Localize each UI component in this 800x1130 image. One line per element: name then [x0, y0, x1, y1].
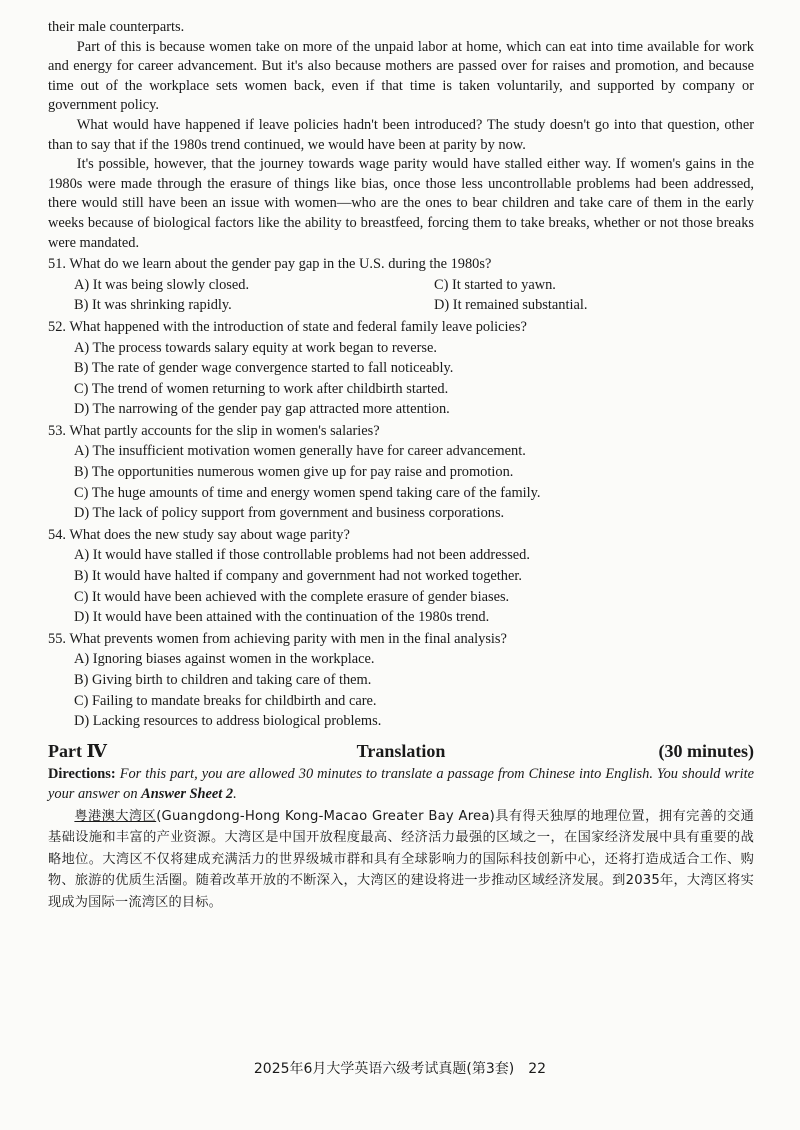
option-a: A) The insufficient motivation women generally have for career advancement.: [74, 443, 526, 460]
option-b: B) It would have halted if company and government had not worked together.: [74, 568, 522, 585]
option-d: D) The lack of policy support from government and business corporations.: [74, 505, 505, 522]
exam-page: [48, 18, 754, 913]
option-c: C) The trend of women returning to work after childbirth started.: [74, 380, 449, 397]
option-a: A) Ignoring biases against women in the workplace.: [74, 651, 375, 668]
directions-end: .: [233, 785, 237, 802]
option-grid: [74, 275, 754, 316]
question-52: [48, 317, 754, 420]
option-a: A) It was being slowly closed.: [74, 276, 250, 293]
translation-term: 粤港澳大湾区: [74, 808, 157, 824]
question-53: [48, 421, 754, 524]
option-d: D) The narrowing of the gender pay gap attracted more attention.: [74, 401, 450, 418]
option-a: A) It would have stalled if those controllable problems had not been addressed.: [74, 547, 530, 564]
passage-paragraph: It's possible, however, that the journey towards wage parity would have stalled either way. If women's gains in the 1980s were made through the erasure of things like bias, once those less uncontrollable problems had been addressed, there would still have been an issue with women—who are the ones to bear children and take care of them in the early weeks because of biological factors like the ability to breastfeed, forcing them to take breaks, whether or not those breaks were mandated.: [48, 156, 754, 251]
option-c: C) Failing to mandate breaks for childbirth and care.: [74, 692, 377, 709]
question-55: [48, 629, 754, 732]
question-stem: 53. What partly accounts for the slip in women's salaries?: [48, 422, 380, 439]
option-c: C) It would have been achieved with the complete erasure of gender biases.: [74, 588, 510, 605]
directions: [48, 764, 754, 804]
page-footer: [0, 1058, 800, 1078]
option-b: B) It was shrinking rapidly.: [74, 297, 232, 314]
question-54: [48, 525, 754, 628]
question-51: [48, 254, 754, 316]
directions-text: For this part, you are allowed 30 minutes to translate a passage from Chinese into English. You should write your answer on: [48, 765, 754, 802]
option-c: C) It started to yawn.: [434, 276, 556, 293]
option-b: B) The rate of gender wage convergence started to fall noticeably.: [74, 360, 454, 377]
part-time: (30 minutes): [658, 740, 754, 761]
footer-title: 2025年6月大学英语六级考试真题(第3套): [253, 1061, 515, 1077]
translation-text: (Guangdong-Hong Kong-Macao Greater Bay Area)具有得天独厚的地理位置，拥有完善的交通基础设施和丰富的产业资源。大湾区是中国开放程度最高、经济活力最强的区域之一，在国家经济发展中具有重要的战略地位。大湾区不仅将建成充满活力的世界级城市群和具有全球影响力的国际科技创新中心，还将打造成适合工作、购物、旅游的优质生活圈。随着改革开放的不断深入，大湾区的建设将进一步推动区域经济发展。到2035年，大湾区将实现成为国际一流湾区的目标。: [48, 808, 754, 910]
question-stem: 55. What prevents women from achieving parity with men in the final analysis?: [48, 630, 507, 647]
question-stem: 52. What happened with the introduction of state and federal family leave policies?: [48, 318, 527, 335]
option-d: D) It would have been attained with the continuation of the 1980s trend.: [74, 609, 490, 626]
option-c: C) The huge amounts of time and energy women spend taking care of the family.: [74, 484, 541, 501]
question-stem: 51. What do we learn about the gender pay gap in the U.S. during the 1980s?: [48, 256, 492, 273]
part-title: Translation: [356, 740, 446, 761]
option-b: B) Giving birth to children and taking care of them.: [74, 672, 372, 688]
part-label: Part Ⅳ: [48, 740, 107, 761]
passage-paragraph: their male counterparts.: [48, 19, 185, 35]
page-number: 22: [528, 1061, 547, 1077]
passage-paragraph: Part of this is because women take on more of the unpaid labor at home, which can eat into time available for work and energy for career advancement. But it's also because mothers are passed over for raises and promotion, and because time out of the workplace sets women back, even if that time is taken voluntarily, and supported by company or government policy.: [48, 38, 754, 114]
question-stem: 54. What does the new study say about wage parity?: [48, 526, 350, 543]
option-d: D) It remained substantial.: [434, 297, 588, 314]
option-b: B) The opportunities numerous women give up for pay raise and promotion.: [74, 464, 514, 481]
answer-sheet-ref: Answer Sheet 2: [141, 785, 234, 802]
translation-passage: [48, 806, 754, 914]
part-header: [48, 738, 754, 764]
option-d: D) Lacking resources to address biological problems.: [74, 713, 382, 730]
passage-paragraph: What would have happened if leave policies hadn't been introduced? The study doesn't go into that question, other than to say that if the 1980s trend continued, we would have been at parity by now.: [48, 116, 754, 153]
option-a: A) The process towards salary equity at work began to reverse.: [74, 339, 437, 356]
directions-label: Directions:: [48, 765, 116, 782]
